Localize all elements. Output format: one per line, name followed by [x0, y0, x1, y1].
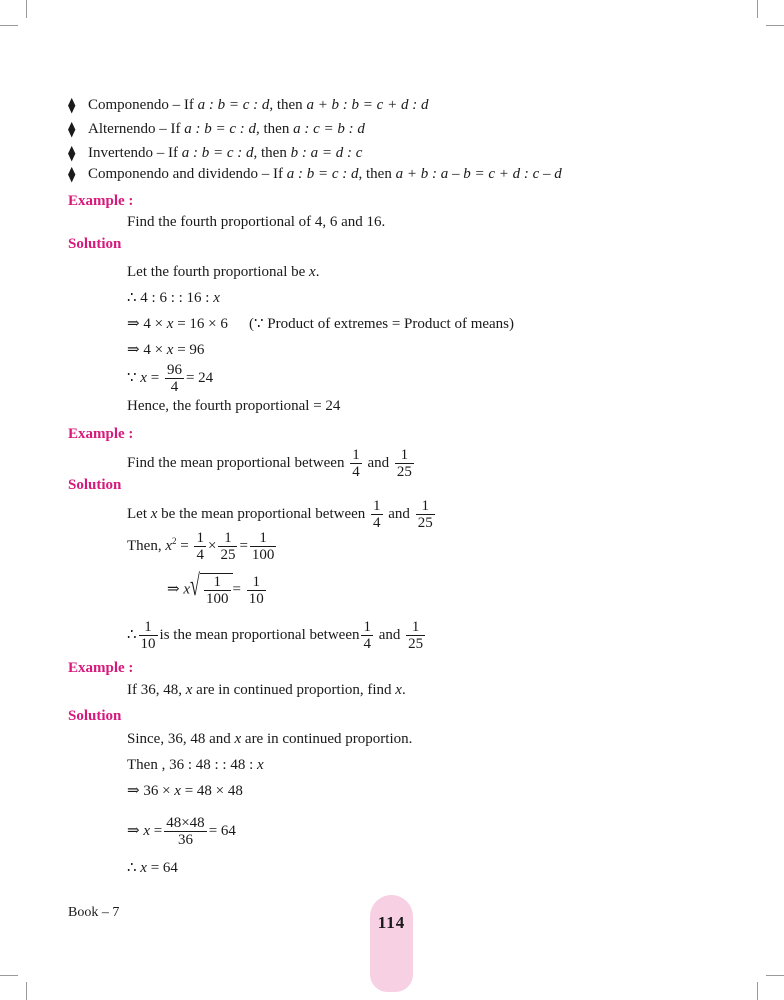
fraction: $\frac{1}{4}$	[352, 447, 360, 480]
solution-step: ⇒ 36 × x = 48 × 48	[127, 783, 243, 799]
crop-mark	[26, 0, 27, 18]
fraction: $\frac{1}{25}$	[408, 619, 424, 652]
example-heading: Example :	[68, 426, 134, 442]
example-heading: Example :	[68, 193, 134, 209]
fraction: $\frac{1}{25}$	[396, 447, 412, 480]
square-root	[190, 569, 233, 607]
example-heading: Example :	[68, 660, 134, 676]
example-question: Find the mean proportional between $\frac{1}{4}$ and $\frac{1}{25}$	[127, 447, 412, 480]
list-item: Invertendo – If a : b = c : d, then b : a = d : c	[88, 145, 363, 161]
list-item: Componendo and dividendo – If a : b = c : d, then a + b : a – b = c + d : c – d	[88, 166, 562, 182]
bullet-icon: ⧫	[68, 167, 76, 183]
fraction: $\frac{48\times 48}{36}$	[166, 815, 205, 848]
solution-heading: Solution	[68, 708, 122, 724]
radical-icon: √	[190, 569, 200, 602]
solution-step: ⇒ 4 × x = 16 × 6	[127, 316, 228, 332]
fraction: $\frac{1}{4}$	[373, 498, 381, 531]
book-label: Book – 7	[68, 905, 120, 920]
crop-mark	[766, 975, 784, 976]
crop-mark	[757, 982, 758, 1000]
solution-step: Then , 36 : 48 : : 48 : x	[127, 757, 264, 773]
fraction: $\frac{1}{4}$	[363, 619, 371, 652]
bullet-icon: ⧫	[68, 146, 76, 162]
solution-step: ⇒ 4 × x = 96	[127, 342, 205, 358]
solution-heading: Solution	[68, 477, 122, 493]
fraction: $\frac{1}{10}$	[248, 573, 264, 607]
solution-step: ∵ x = $\frac{96}{4}$ = 24	[127, 362, 214, 395]
solution-conclusion: ∴ $\frac{1}{10}$ is the mean proportional between $\frac{1}{4}$ and $\frac{1}{25}$	[127, 619, 424, 652]
fraction: $\frac{1}{25}$	[220, 530, 236, 563]
bullet-icon: ⧫	[68, 98, 76, 114]
crop-mark	[757, 0, 758, 18]
solution-conclusion: Hence, the fourth proportional = 24	[127, 398, 341, 414]
solution-step: ⇒ x √ $\frac{1}{100}$ = $\frac{1}{10}$	[167, 569, 264, 607]
page-number-badge	[370, 895, 413, 992]
crop-mark	[766, 25, 784, 26]
fraction: $\frac{1}{100}$	[206, 574, 229, 607]
fraction: $\frac{1}{100}$	[251, 530, 275, 563]
list-item: Alternendo – If a : b = c : d, then a : c = b : d	[88, 121, 365, 137]
page-number: 114	[377, 913, 406, 932]
list-item: Componendo – If a : b = c : d, then a + b : b = c + d : d	[88, 97, 429, 113]
fraction: $\frac{96}{4}$	[166, 362, 182, 395]
solution-step: Let x be the mean proportional between $\frac{1}{4}$ and $\frac{1}{25}$	[127, 498, 433, 531]
example-question: If 36, 48, x are in continued proportion, find x.	[127, 682, 406, 698]
solution-heading: Solution	[68, 236, 122, 252]
solution-conclusion: ∴ x = 64	[127, 860, 178, 876]
example-question: Find the fourth proportional of 4, 6 and 16.	[127, 214, 386, 230]
solution-step: Let the fourth proportional be x.	[127, 264, 320, 280]
crop-mark	[0, 25, 18, 26]
solution-step: Then, $x^2$ = $\frac{1}{4}$ × $\frac{1}{25}$ = $\frac{1}{100}$	[127, 530, 275, 563]
fraction: $\frac{1}{4}$	[196, 530, 204, 563]
solution-step: ∴ 4 : 6 : : 16 : x	[127, 290, 220, 306]
fraction: $\frac{1}{10}$	[140, 619, 156, 652]
fraction: $\frac{1}{25}$	[417, 498, 433, 531]
bullet-icon: ⧫	[68, 122, 76, 138]
crop-mark	[26, 982, 27, 1000]
solution-note: (∵ Product of extremes = Product of means)	[249, 316, 515, 332]
solution-step: ⇒ x = $\frac{48\times 48}{36}$ = 64	[127, 815, 236, 848]
crop-mark	[0, 975, 18, 976]
solution-step: Since, 36, 48 and x are in continued proportion.	[127, 731, 413, 747]
